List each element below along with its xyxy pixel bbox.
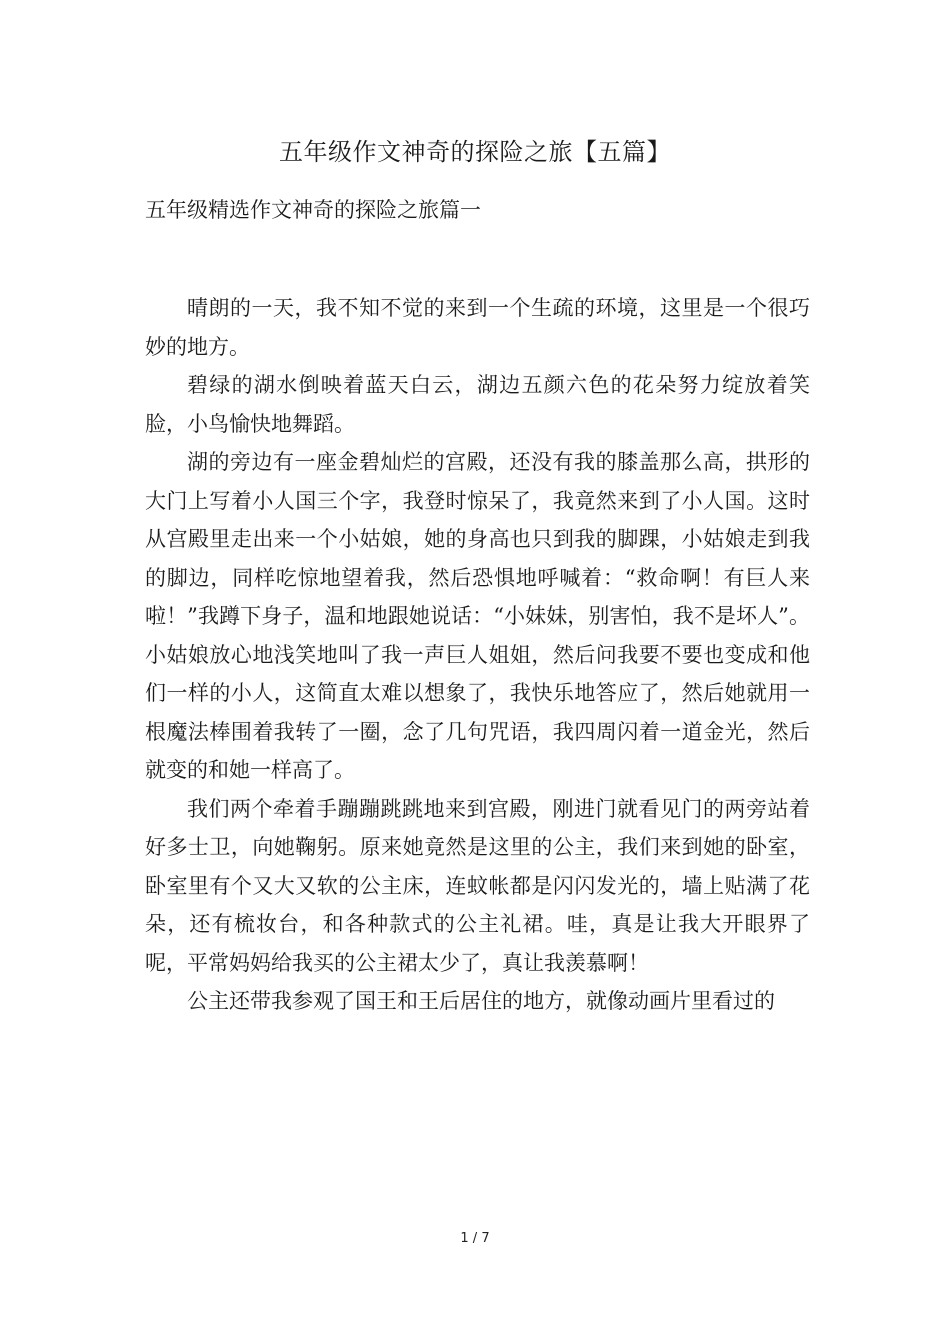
paragraph: 我们两个牵着手蹦蹦跳跳地来到宫殿，刚进门就看见门的两旁站着好多士卫，向她鞠躬。原来她竟然是这里的公主，我们来到她的卧室，卧室里有个又大又软的公主床，连蚊帐都是闪闪发光的，墙上贴满了花朵，还有梳妆台，和各种款式的公主礼裙。哇，真是让我大开眼界了呢，平常妈妈给我买的公主裙太少了，真让我羡慕啊！	[145, 796, 810, 975]
paragraph: 晴朗的一天，我不知不觉的来到一个生疏的环境，这里是一个很巧妙的地方。	[145, 296, 810, 359]
document-body	[145, 289, 810, 1021]
section-heading: 五年级精选作文神奇的探险之旅篇一	[145, 198, 481, 222]
paragraph: 碧绿的湖水倒映着蓝天白云，湖边五颜六色的花朵努力绽放着笑脸，小鸟愉快地舞蹈。	[145, 373, 810, 436]
document-title: 五年级作文神奇的探险之旅【五篇】	[279, 138, 671, 166]
paragraph: 湖的旁边有一座金碧灿烂的宫殿，还没有我的膝盖那么高，拱形的大门上写着小人国三个字，我登时惊呆了，我竟然来到了小人国。这时从宫殿里走出来一个小姑娘，她的身高也只到我的脚踝，小姑娘走到我的脚边，同样吃惊地望着我，然后恐惧地呼喊着：“救命啊！有巨人来啦！”我蹲下身子，温和地跟她说话：“小妹妹，别害怕，我不是坏人”。小姑娘放心地浅笑地叫了我一声巨人姐姐，然后问我要不要也变成和他们一样的小人，这简直太难以想象了，我快乐地答应了，然后她就用一根魔法棒围着我转了一圈，念了几句咒语，我四周闪着一道金光，然后就变的和她一样高了。	[145, 450, 810, 782]
paragraph: 公主还带我参观了国王和王后居住的地方，就像动画片里看过的	[187, 989, 775, 1013]
page-number: 1 / 7	[460, 1231, 490, 1246]
